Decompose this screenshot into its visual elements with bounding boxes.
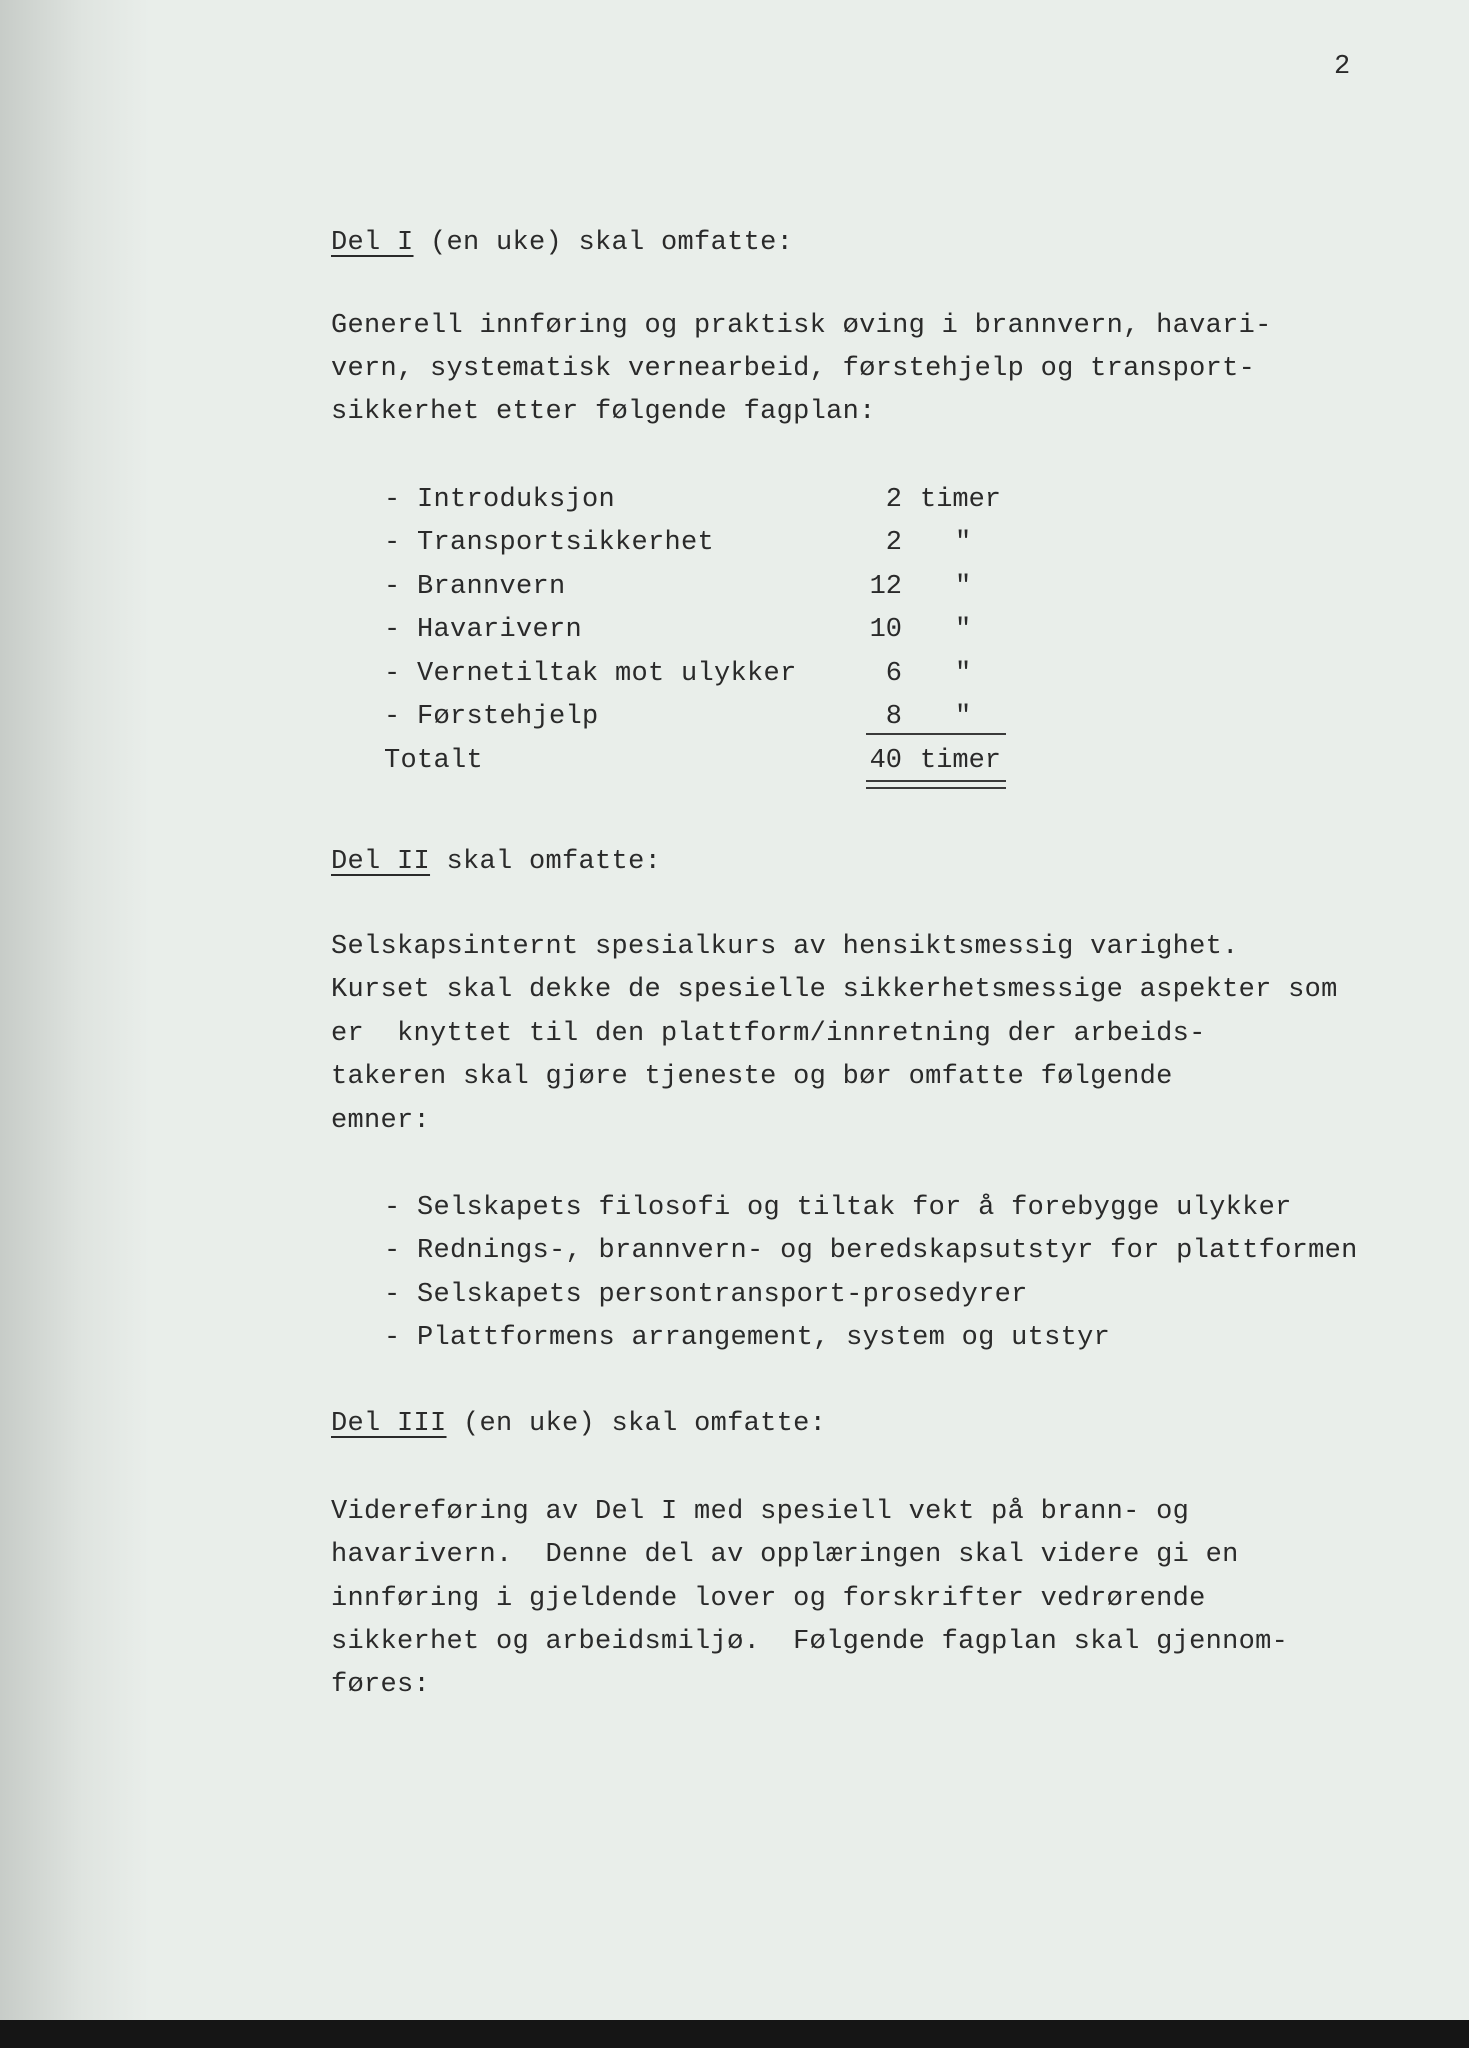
section2-paragraph-line: emner: — [331, 1106, 431, 1136]
fagplan-unit: " — [955, 615, 972, 645]
section3-paragraph-line: føres: — [331, 1670, 431, 1700]
fagplan-label: - Vernetiltak mot ulykker — [384, 659, 797, 689]
section1-paragraph-line: sikkerhet etter følgende fagplan: — [331, 397, 876, 427]
fagplan-label: - Introduksjon — [384, 485, 616, 515]
total-double-rule-top — [866, 780, 1006, 782]
section2-paragraph-line: Selskapsinternt spesialkurs av hensiktsmessig varighet. — [331, 932, 1239, 962]
section3-heading-label: Del III — [331, 1409, 447, 1439]
subtotal-rule — [866, 733, 1006, 735]
fagplan-hours: 2 — [885, 528, 902, 558]
section2-topic: - Plattformens arrangement, system og utstyr — [384, 1323, 1111, 1353]
section3-paragraph-line: sikkerhet og arbeidsmiljø. Følgende fagplan skal gjennom- — [331, 1627, 1289, 1657]
section3-paragraph-line: havarivern. Denne del av opplæringen skal videre gi en — [331, 1540, 1239, 1570]
section2-heading — [331, 845, 661, 879]
fagplan-hours: 6 — [885, 659, 902, 689]
section1-paragraph-line: Generell innføring og praktisk øving i brannvern, havari- — [331, 311, 1272, 341]
page-number: 2 — [1334, 52, 1351, 82]
fagplan-total-unit: timer — [920, 746, 1002, 776]
fagplan-unit: " — [955, 702, 972, 732]
total-double-rule-bottom — [866, 787, 1006, 789]
section2-topic: - Rednings-, brannvern- og beredskapsutstyr for plattformen — [384, 1236, 1358, 1266]
section3-heading-rest: (en uke) skal omfatte: — [446, 1409, 827, 1439]
section2-topic: - Selskapets persontransport-prosedyrer — [384, 1280, 1028, 1310]
section2-paragraph-line: er knyttet til den plattform/innretning der arbeids- — [331, 1019, 1206, 1049]
fagplan-unit: " — [955, 528, 972, 558]
section2-paragraph-line: Kurset skal dekke de spesielle sikkerhetsmessige aspekter som — [331, 975, 1338, 1005]
fagplan-total-hours: 40 — [869, 746, 902, 776]
section2-paragraph-line: takeren skal gjøre tjeneste og bør omfatte følgende — [331, 1062, 1173, 1092]
fagplan-hours: 10 — [869, 615, 902, 645]
section1-heading-label: Del I — [331, 228, 414, 258]
scan-edge-shadow — [0, 0, 150, 2048]
section2-heading-rest: skal omfatte: — [430, 847, 662, 877]
section2-heading-label: Del II — [331, 847, 431, 877]
fagplan-hours: 12 — [869, 572, 902, 602]
fagplan-hours: 2 — [885, 485, 902, 515]
section2-topic: - Selskapets filosofi og tiltak for å forebygge ulykker — [384, 1193, 1292, 1223]
fagplan-label: - Transportsikkerhet — [384, 528, 715, 558]
fagplan-hours: 8 — [885, 702, 902, 732]
section1-heading-rest: (en uke) skal omfatte: — [413, 228, 794, 258]
fagplan-total-label: Totalt — [384, 746, 484, 776]
fagplan-unit: timer — [920, 485, 1002, 515]
fagplan-unit: " — [955, 572, 972, 602]
section3-paragraph-line: innføring i gjeldende lover og forskrifter vedrørende — [331, 1584, 1206, 1614]
fagplan-unit: " — [955, 659, 972, 689]
section1-heading — [331, 226, 793, 260]
fagplan-label: - Førstehjelp — [384, 702, 599, 732]
scan-bottom-border — [0, 2020, 1469, 2048]
section3-paragraph-line: Videreføring av Del I med spesiell vekt på brann- og — [331, 1497, 1190, 1527]
section1-paragraph-line: vern, systematisk vernearbeid, førstehjelp og transport- — [331, 354, 1256, 384]
section3-heading — [331, 1407, 826, 1441]
fagplan-label: - Brannvern — [384, 572, 566, 602]
fagplan-label: - Havarivern — [384, 615, 583, 645]
